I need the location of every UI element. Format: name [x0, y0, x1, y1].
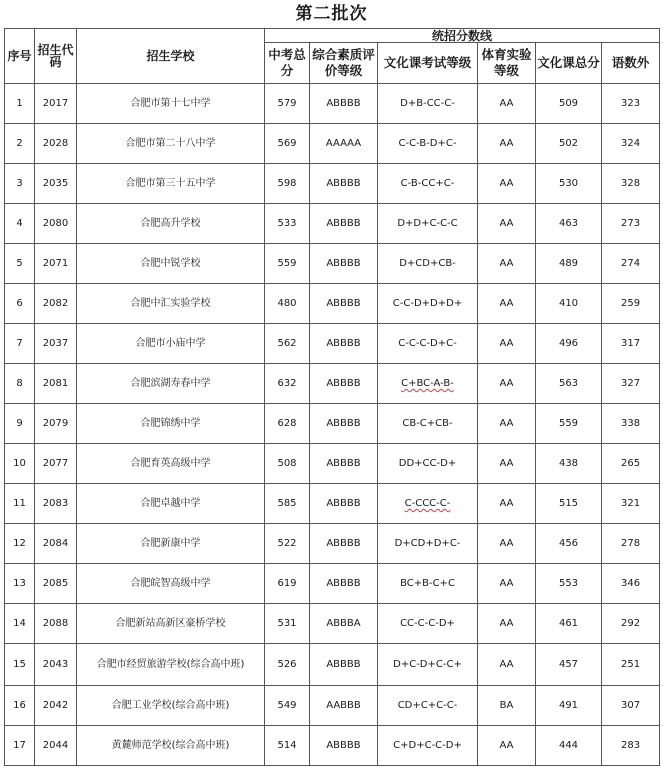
- header-zk-total: 中考总分: [265, 43, 310, 84]
- table-row: [5, 604, 660, 644]
- cell-code: 2082: [35, 284, 77, 324]
- table-row: [5, 364, 660, 404]
- cell-zk: 531: [265, 604, 310, 644]
- header-group: 统招分数线: [265, 29, 660, 43]
- cell-code: 2071: [35, 244, 77, 284]
- cell-quality: ABBBA: [310, 604, 378, 644]
- cell-quality: ABBBB: [310, 644, 378, 686]
- cell-school: 合肥新康中学: [77, 524, 265, 564]
- cell-culture: 438: [536, 444, 602, 484]
- cell-cme: 346: [602, 564, 660, 604]
- cell-zk: 619: [265, 564, 310, 604]
- cell-pe: AA: [478, 484, 536, 524]
- cell-code: 2035: [35, 164, 77, 204]
- cell-culture: 509: [536, 84, 602, 124]
- cell-cme: 324: [602, 124, 660, 164]
- cell-seq: 15: [5, 644, 35, 686]
- cell-pe: BA: [478, 686, 536, 726]
- cell-seq: 12: [5, 524, 35, 564]
- cell-cme: 338: [602, 404, 660, 444]
- cell-quality: ABBBB: [310, 204, 378, 244]
- cell-school: 合肥市第十七中学: [77, 84, 265, 124]
- cell-culture: 461: [536, 604, 602, 644]
- cell-school: 合肥工业学校(综合高中班): [77, 686, 265, 726]
- cell-grade: [378, 484, 478, 524]
- cell-school: 合肥卓越中学: [77, 484, 265, 524]
- cell-quality: ABBBB: [310, 364, 378, 404]
- table-row: [5, 404, 660, 444]
- cell-grade-text: C-CCC-C-: [404, 498, 451, 509]
- table-row: [5, 686, 660, 726]
- cell-quality: ABBBB: [310, 164, 378, 204]
- header-seq: 序号: [5, 29, 35, 84]
- cell-quality: ABBBB: [310, 324, 378, 364]
- cell-seq: 1: [5, 84, 35, 124]
- cell-code: 2044: [35, 726, 77, 766]
- cell-grade: C-B-CC+C-: [378, 164, 478, 204]
- cell-grade: CD+C+C-C-: [378, 686, 478, 726]
- table-row: [5, 84, 660, 124]
- cell-culture: 456: [536, 524, 602, 564]
- cell-school: 合肥新站高新区豪桥学校: [77, 604, 265, 644]
- cell-cme: 323: [602, 84, 660, 124]
- cell-school: 合肥市第三十五中学: [77, 164, 265, 204]
- cell-school: 黄麓师范学校(综合高中班): [77, 726, 265, 766]
- cell-code: 2081: [35, 364, 77, 404]
- cell-grade: D+D+C-C-C: [378, 204, 478, 244]
- table-row: [5, 484, 660, 524]
- cell-pe: AA: [478, 404, 536, 444]
- cell-culture: 491: [536, 686, 602, 726]
- cell-grade: D+B-CC-C-: [378, 84, 478, 124]
- cell-quality: ABBBB: [310, 284, 378, 324]
- cell-school: 合肥锦绣中学: [77, 404, 265, 444]
- score-table: [4, 28, 660, 766]
- cell-grade: C+D+C-C-D+: [378, 726, 478, 766]
- cell-quality: ABBBB: [310, 564, 378, 604]
- cell-seq: 8: [5, 364, 35, 404]
- cell-zk: 579: [265, 84, 310, 124]
- cell-zk: 598: [265, 164, 310, 204]
- cell-quality: ABBBB: [310, 726, 378, 766]
- header-school: 招生学校: [77, 29, 265, 84]
- header-code: 招生代码: [35, 29, 77, 84]
- cell-seq: 9: [5, 404, 35, 444]
- table-row: [5, 124, 660, 164]
- cell-quality: AABBB: [310, 686, 378, 726]
- cell-zk: 508: [265, 444, 310, 484]
- cell-pe: AA: [478, 564, 536, 604]
- cell-school: 合肥育英高级中学: [77, 444, 265, 484]
- cell-school: 合肥中锐学校: [77, 244, 265, 284]
- cell-pe: AA: [478, 524, 536, 564]
- cell-zk: 514: [265, 726, 310, 766]
- cell-pe: AA: [478, 726, 536, 766]
- cell-pe: AA: [478, 364, 536, 404]
- cell-code: 2028: [35, 124, 77, 164]
- cell-culture: 559: [536, 404, 602, 444]
- cell-cme: 321: [602, 484, 660, 524]
- cell-seq: 5: [5, 244, 35, 284]
- table-row: [5, 524, 660, 564]
- cell-pe: AA: [478, 324, 536, 364]
- cell-zk: 632: [265, 364, 310, 404]
- cell-school: 合肥市小庙中学: [77, 324, 265, 364]
- cell-cme: 273: [602, 204, 660, 244]
- header-pe-grade: 体育实验等级: [478, 43, 536, 84]
- cell-grade: D+C-D+C-C+: [378, 644, 478, 686]
- cell-cme: 307: [602, 686, 660, 726]
- cell-grade: C-C-D+D+D+: [378, 284, 478, 324]
- cell-zk: 559: [265, 244, 310, 284]
- cell-quality: ABBBB: [310, 444, 378, 484]
- cell-culture: 410: [536, 284, 602, 324]
- cell-seq: 2: [5, 124, 35, 164]
- cell-zk: 522: [265, 524, 310, 564]
- cell-code: 2017: [35, 84, 77, 124]
- cell-school: 合肥皖智高级中学: [77, 564, 265, 604]
- cell-seq: 17: [5, 726, 35, 766]
- cell-code: 2042: [35, 686, 77, 726]
- cell-seq: 14: [5, 604, 35, 644]
- cell-pe: AA: [478, 84, 536, 124]
- cell-quality: AAAAA: [310, 124, 378, 164]
- cell-quality: ABBBB: [310, 84, 378, 124]
- cell-pe: AA: [478, 284, 536, 324]
- cell-pe: AA: [478, 244, 536, 284]
- cell-cme: 274: [602, 244, 660, 284]
- cell-grade: [378, 364, 478, 404]
- page-title: 第二批次: [295, 4, 368, 24]
- cell-seq: 6: [5, 284, 35, 324]
- cell-code: 2077: [35, 444, 77, 484]
- cell-code: 2088: [35, 604, 77, 644]
- table-row: [5, 284, 660, 324]
- table-row: [5, 444, 660, 484]
- cell-culture: 530: [536, 164, 602, 204]
- cell-school: 合肥高升学校: [77, 204, 265, 244]
- cell-seq: 10: [5, 444, 35, 484]
- cell-code: 2085: [35, 564, 77, 604]
- table-row: [5, 564, 660, 604]
- cell-code: 2079: [35, 404, 77, 444]
- cell-seq: 7: [5, 324, 35, 364]
- cell-seq: 3: [5, 164, 35, 204]
- cell-zk: 549: [265, 686, 310, 726]
- header-exam-grade: 文化课考试等级: [378, 43, 478, 84]
- cell-pe: AA: [478, 124, 536, 164]
- cell-cme: 265: [602, 444, 660, 484]
- table-row: [5, 324, 660, 364]
- cell-zk: 562: [265, 324, 310, 364]
- cell-code: 2084: [35, 524, 77, 564]
- cell-culture: 515: [536, 484, 602, 524]
- cell-code: 2043: [35, 644, 77, 686]
- header-culture-total: 文化课总分: [536, 43, 602, 84]
- cell-grade: C-C-B-D+C-: [378, 124, 478, 164]
- table-row: [5, 726, 660, 766]
- cell-zk: 526: [265, 644, 310, 686]
- cell-culture: 502: [536, 124, 602, 164]
- cell-grade: CB-C+CB-: [378, 404, 478, 444]
- cell-grade: D+CD+CB-: [378, 244, 478, 284]
- cell-cme: 251: [602, 644, 660, 686]
- cell-seq: 4: [5, 204, 35, 244]
- cell-grade: CC-C-C-D+: [378, 604, 478, 644]
- table-row: [5, 644, 660, 686]
- cell-cme: 278: [602, 524, 660, 564]
- cell-cme: 292: [602, 604, 660, 644]
- cell-school: 合肥市第二十八中学: [77, 124, 265, 164]
- cell-zk: 585: [265, 484, 310, 524]
- cell-culture: 553: [536, 564, 602, 604]
- cell-cme: 283: [602, 726, 660, 766]
- cell-grade: BC+B-C+C: [378, 564, 478, 604]
- cell-culture: 444: [536, 726, 602, 766]
- cell-pe: AA: [478, 164, 536, 204]
- cell-seq: 16: [5, 686, 35, 726]
- cell-school: 合肥滨湖寿春中学: [77, 364, 265, 404]
- cell-pe: AA: [478, 204, 536, 244]
- cell-zk: 480: [265, 284, 310, 324]
- cell-grade: C-C-C-D+C-: [378, 324, 478, 364]
- cell-code: 2037: [35, 324, 77, 364]
- table-row: [5, 204, 660, 244]
- cell-quality: ABBBB: [310, 524, 378, 564]
- cell-code: 2080: [35, 204, 77, 244]
- cell-culture: 563: [536, 364, 602, 404]
- cell-culture: 457: [536, 644, 602, 686]
- table-row: [5, 244, 660, 284]
- cell-quality: ABBBB: [310, 244, 378, 284]
- cell-grade: DD+CC-D+: [378, 444, 478, 484]
- cell-grade-text: C+BC-A-B-: [401, 378, 454, 389]
- cell-culture: 463: [536, 204, 602, 244]
- header-cme: 语数外: [602, 43, 660, 84]
- cell-culture: 489: [536, 244, 602, 284]
- cell-seq: 13: [5, 564, 35, 604]
- cell-quality: ABBBB: [310, 484, 378, 524]
- cell-school: 合肥中汇实验学校: [77, 284, 265, 324]
- cell-pe: AA: [478, 644, 536, 686]
- cell-cme: 327: [602, 364, 660, 404]
- cell-quality: ABBBB: [310, 404, 378, 444]
- cell-cme: 259: [602, 284, 660, 324]
- cell-pe: AA: [478, 604, 536, 644]
- cell-zk: 569: [265, 124, 310, 164]
- cell-zk: 533: [265, 204, 310, 244]
- cell-pe: AA: [478, 444, 536, 484]
- cell-cme: 317: [602, 324, 660, 364]
- cell-cme: 328: [602, 164, 660, 204]
- table-row: [5, 164, 660, 204]
- cell-code: 2083: [35, 484, 77, 524]
- cell-seq: 11: [5, 484, 35, 524]
- cell-culture: 496: [536, 324, 602, 364]
- cell-school: 合肥市经贸旅游学校(综合高中班): [77, 644, 265, 686]
- cell-zk: 628: [265, 404, 310, 444]
- header-quality: 综合素质评价等级: [310, 43, 378, 84]
- cell-grade: D+CD+D+C-: [378, 524, 478, 564]
- header-row-1: [5, 29, 660, 43]
